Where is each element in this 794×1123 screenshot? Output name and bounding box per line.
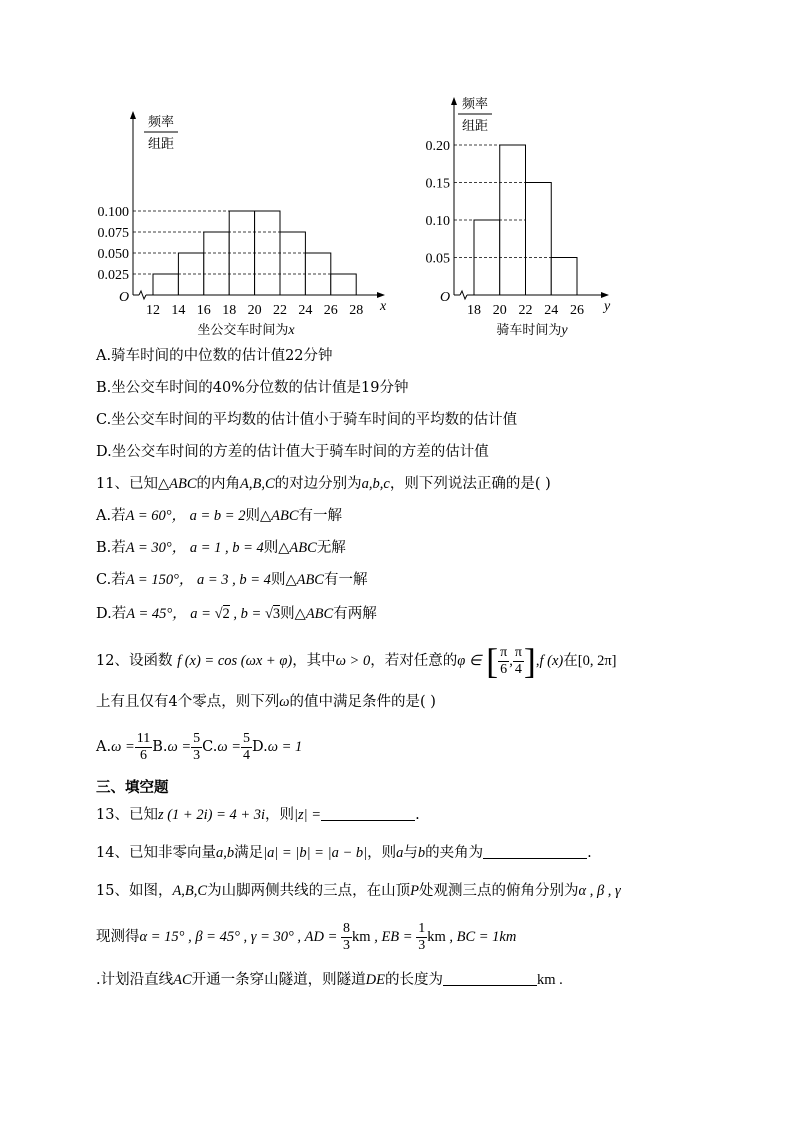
q11-option-a: [96, 506, 342, 526]
fraction: [241, 731, 252, 764]
histogram-bar: [331, 274, 356, 295]
q11-option-d: [96, 604, 377, 624]
option-condition: , b =: [229, 606, 265, 622]
frac-num: π: [500, 644, 508, 660]
x-axis-caption: 骑车时间为y: [496, 323, 568, 338]
q12-stem-text: ，若对任意的: [370, 653, 458, 669]
x-tick-label: 14: [171, 303, 186, 318]
y-tick-label: 0.20: [425, 139, 450, 154]
y-tick-label: 0.100: [97, 205, 129, 220]
x-tick-label: 26: [323, 303, 338, 318]
q12-stem-text: 在: [563, 653, 578, 669]
x-axis-variable: y: [604, 299, 611, 314]
q14-text: 的夹角为: [425, 845, 484, 861]
histogram-bar: [153, 274, 178, 295]
option-text: 有两解: [333, 606, 377, 622]
q15-measure: , EB =: [370, 929, 417, 945]
section-heading: 三、填空题: [96, 779, 169, 796]
q15-measure: α = 15° , β = 45° , γ = 30° , AD =: [139, 929, 342, 945]
segment-de: DE: [365, 972, 385, 988]
frac-den: 6: [500, 661, 508, 677]
q13: [96, 804, 420, 825]
triangle-symbol: △: [259, 508, 272, 524]
x-tick-label: 24: [298, 303, 313, 318]
q14-text: 14、已知非零向量: [96, 845, 216, 861]
axis-break: [139, 291, 146, 299]
q10-option-d: D.坐公交车时间的方差的估计值大于骑车时间的方差的估计值: [96, 444, 489, 460]
q10-option-c: C.坐公交车时间的平均数的估计值小于骑车时间的平均数的估计值: [96, 412, 518, 428]
option-label: C.若: [96, 572, 126, 588]
sqrt-radicand: 3: [272, 606, 281, 622]
histogram-bar: [204, 232, 229, 295]
fraction: [341, 921, 352, 954]
origin-label: O: [119, 290, 130, 305]
y-axis-label-top: 频率: [461, 97, 489, 112]
side-names: a,b,c: [361, 476, 390, 492]
triangle-symbol: △: [157, 476, 170, 492]
q12-stem-text: 上有且仅有4个零点，则下列: [96, 694, 280, 710]
q12-stem-line2: [96, 692, 436, 712]
option-condition: A = 30°， a = 1 , b = 4: [125, 540, 264, 556]
y-tick-label: 0.10: [425, 214, 450, 229]
q12-stem-text: 的值中满足条件的是( ): [289, 694, 436, 710]
option-label: D.若: [96, 606, 127, 622]
x-tick-label: 20: [492, 303, 507, 318]
histogram-bar: [526, 183, 552, 296]
q13-text: 13、已知: [96, 807, 158, 823]
histogram-bar: [551, 258, 577, 296]
q15-text: 现测得: [96, 929, 140, 945]
q12-options: [96, 730, 302, 764]
triangle-symbol: △: [294, 606, 306, 622]
fraction: [135, 731, 152, 764]
q15-text: 开通一条穿山隧道，则隧道: [191, 972, 366, 988]
y-tick-label: 0.05: [425, 251, 450, 267]
triangle-name: ABC: [289, 540, 317, 556]
vector-a: a: [215, 845, 224, 861]
q12-stem: [96, 643, 617, 679]
answer-blank: [443, 969, 537, 986]
x-axis-variable: x: [380, 299, 387, 314]
comma: ,: [223, 845, 227, 861]
q12-stem-text: ，其中: [292, 653, 336, 669]
frac-num: π: [514, 644, 522, 660]
frac-den: 3: [193, 747, 201, 763]
q15-text: 的长度为: [384, 972, 443, 988]
q15-line3: [96, 969, 563, 990]
y-axis-label-top: 频率: [147, 115, 175, 130]
vector-a: a: [396, 845, 404, 861]
omega-eq: ω = 1: [267, 739, 303, 755]
q14-condition: |a| = |b| = |a − b|: [263, 845, 368, 861]
histogram-bar: [280, 232, 305, 295]
y-tick-label: 0.050: [97, 247, 129, 262]
triangle-name: ABC: [305, 606, 334, 622]
frac-den: 4: [243, 747, 250, 763]
answer-blank: [483, 842, 587, 859]
frac-num: 5: [243, 730, 250, 746]
triangle-name: ABC: [296, 572, 324, 588]
triangle-name: ABC: [271, 508, 299, 524]
frac-den: 3: [343, 937, 351, 953]
option-text: 则: [280, 606, 295, 622]
y-axis-label-bottom: 组距: [461, 119, 489, 134]
option-text: 有一解: [298, 508, 343, 524]
points: A,B,C: [172, 883, 208, 899]
option-label: A.若: [96, 508, 126, 524]
x-tick-label: 28: [349, 303, 364, 318]
x-tick-label: 24: [544, 303, 559, 318]
condition: ω > 0: [335, 653, 371, 669]
function-expression: f (x) = cos (ωx + φ): [177, 653, 293, 669]
pi-over-6: [498, 645, 509, 678]
q13-abs: |z| =: [294, 807, 322, 823]
sqrt-symbol: √: [264, 606, 273, 622]
point-p: P: [410, 883, 419, 899]
q11-stem-text: 11、已知: [96, 476, 158, 492]
q15-text: 处观测三点的俯角分别为: [418, 883, 579, 899]
y-tick-label: 0.025: [97, 268, 129, 283]
fraction: [416, 921, 427, 954]
angle-names: A,B,C: [240, 476, 275, 492]
option-label: A.: [96, 739, 112, 755]
line-ac: AC: [173, 972, 192, 988]
answer-blank: [321, 804, 415, 821]
right-bracket: ]: [523, 641, 536, 681]
q12-stem-text: 12、设函数: [96, 653, 173, 669]
interval: [0, 2π]: [577, 653, 617, 669]
triangle-symbol: △: [285, 572, 297, 588]
comma: ,: [535, 653, 540, 669]
unit: km: [427, 929, 446, 945]
q13-equation: z (1 + 2i) = 4 + 3i: [157, 807, 266, 823]
omega-eq: ω =: [111, 739, 135, 755]
y-axis-label-bottom: 组距: [147, 137, 175, 152]
x-axis-caption: 坐公交车时间为x: [197, 323, 295, 338]
omega: ω: [279, 694, 290, 710]
x-tick-label: 22: [518, 303, 533, 318]
q13-text: ，则: [265, 807, 295, 823]
unit: km: [352, 929, 371, 945]
q13-text: .: [415, 807, 420, 823]
x-tick-label: 22: [273, 303, 287, 318]
sqrt-radicand: 2: [222, 606, 230, 622]
greek-angles: α , β , γ: [578, 883, 621, 899]
sqrt-symbol: √: [214, 606, 223, 622]
x-tick-label: 16: [196, 303, 211, 318]
option-label: D.: [252, 739, 268, 755]
option-text: 则: [245, 508, 260, 524]
q11-stem: [96, 474, 551, 494]
option-text: 无解: [316, 540, 346, 556]
y-tick-label: 0.075: [97, 226, 129, 241]
triangle-symbol: △: [278, 540, 290, 556]
q14-text: 与: [403, 845, 418, 861]
bike-time-histogram: [408, 90, 628, 340]
frac-num: 8: [343, 920, 351, 936]
frac-den: 6: [139, 747, 147, 763]
q15-line1: [96, 881, 621, 901]
y-axis-arrow: [451, 97, 457, 105]
x-axis-caption-variable: y: [561, 323, 568, 338]
y-axis-arrow: [130, 111, 136, 119]
option-text: 则: [263, 540, 279, 556]
q11-option-c: [96, 570, 367, 590]
q15-line2: [96, 920, 516, 954]
q14: [96, 842, 592, 863]
q14-text: ，则: [367, 845, 397, 861]
q15-text: .计划沿直线: [96, 972, 174, 988]
q11-stem-text: 的对边分别为: [274, 476, 362, 492]
q15-measure: , BC = 1km: [445, 929, 517, 945]
phi-membership: φ ∈: [457, 653, 482, 669]
left-bracket: [: [486, 641, 499, 681]
x-axis-caption-variable: x: [288, 323, 295, 338]
option-label: B.: [152, 739, 168, 755]
comma: ,: [509, 653, 513, 669]
vector-b: b: [417, 845, 426, 861]
axis-break: [460, 291, 467, 299]
unit: km .: [536, 972, 563, 988]
frac-den: 3: [418, 937, 426, 953]
x-tick-label: 26: [570, 303, 584, 318]
option-condition: A = 60°， a = b = 2: [125, 508, 246, 524]
fraction: [191, 731, 202, 764]
option-label: C.: [202, 739, 218, 755]
q11-option-b: [96, 538, 346, 558]
x-tick-label: 12: [146, 303, 160, 318]
x-axis-arrow: [377, 292, 385, 298]
option-condition: A = 45°， a =: [126, 606, 215, 622]
vector-b: b: [226, 845, 235, 861]
omega-eq: ω =: [217, 739, 241, 755]
y-tick-label: 0.15: [425, 176, 450, 192]
bus-time-histogram: [88, 100, 408, 340]
option-text: 则: [270, 572, 286, 588]
frac-num: 11: [136, 730, 151, 746]
x-tick-label: 18: [222, 303, 237, 318]
omega-eq: ω =: [167, 739, 192, 755]
pi-over-4: [513, 645, 524, 678]
function-name: f (x): [539, 653, 564, 669]
q14-text: .: [587, 845, 592, 861]
q15-text: 15、如图，: [96, 883, 173, 899]
q10-option-b: B.坐公交车时间的40%分位数的估计值是19分钟: [96, 380, 409, 396]
q14-text: 满足: [234, 845, 264, 861]
option-text: 有一解: [323, 572, 368, 588]
x-tick-label: 20: [247, 303, 262, 318]
origin-label: O: [440, 290, 451, 305]
frac-den: 4: [514, 661, 522, 677]
q10-option-a: A.骑车时间的中位数的估计值22分钟: [96, 348, 333, 364]
option-label: B.若: [96, 540, 126, 556]
q11-stem-text: 的内角: [196, 476, 240, 492]
triangle-name: ABC: [169, 476, 197, 492]
x-axis-arrow: [601, 292, 609, 298]
frac-num: 1: [418, 920, 426, 936]
q11-stem-text: ，则下列说法正确的是( ): [389, 476, 551, 492]
x-tick-label: 18: [467, 303, 481, 318]
q15-text: 为山脚两侧共线的三点，在山顶: [207, 883, 411, 899]
frac-num: 5: [193, 730, 201, 746]
option-condition: A = 150°， a = 3 , b = 4: [125, 572, 271, 588]
